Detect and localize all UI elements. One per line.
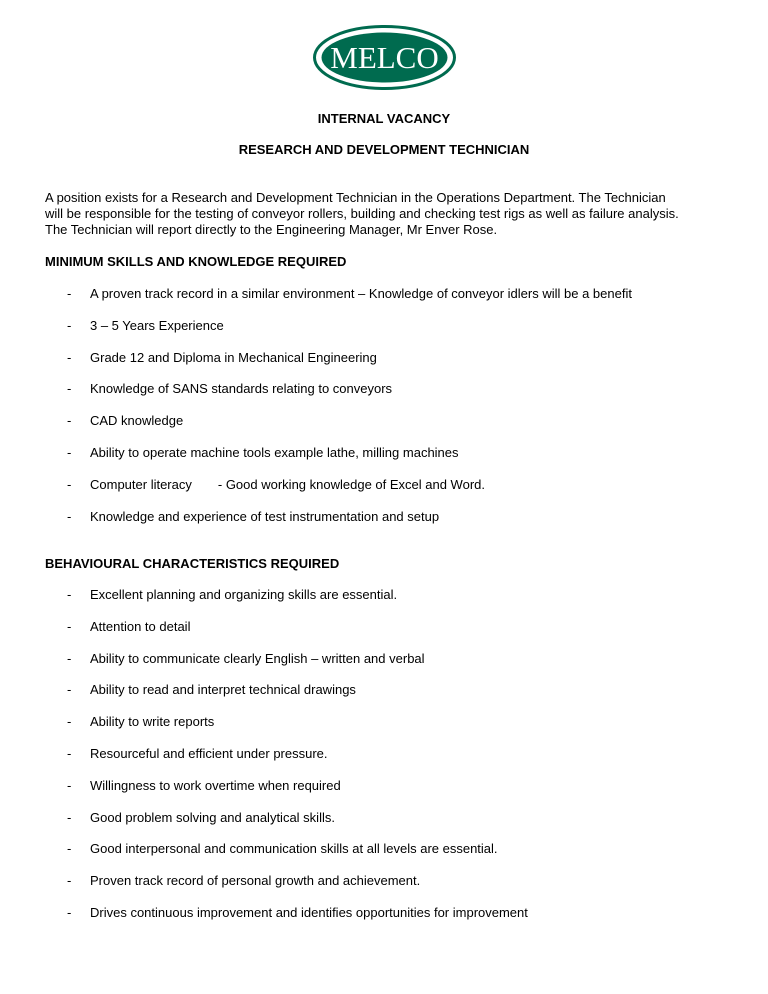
position-title: RESEARCH AND DEVELOPMENT TECHNICIAN: [238, 142, 530, 157]
behaviour-list: [0, 587, 768, 937]
dash-bullet: -: [67, 444, 72, 460]
list-item: [0, 905, 768, 937]
list-item-text: Resourceful and efficient under pressure.: [90, 745, 328, 761]
list-item-text: CAD knowledge: [90, 413, 184, 429]
dash-bullet: -: [67, 476, 72, 492]
dash-bullet: -: [67, 777, 72, 793]
list-item: [0, 810, 768, 842]
list-item-text: Knowledge and experience of test instrumentation and setup: [90, 508, 440, 524]
list-item-text: Knowledge of SANS standards relating to conveyors: [90, 381, 393, 397]
behaviour-heading: BEHAVIOURAL CHARACTERISTICS REQUIRED: [45, 556, 340, 571]
list-item: [0, 619, 768, 651]
dash-bullet: -: [67, 508, 72, 524]
list-item-text: Ability to operate machine tools example lathe, milling machines: [90, 444, 459, 460]
dash-bullet: -: [67, 317, 72, 333]
list-item-text: Grade 12 and Diploma in Mechanical Engineering: [90, 349, 377, 365]
intro-line: The Technician will report directly to the Engineering Manager, Mr Enver Rose.: [45, 222, 498, 237]
dash-bullet: -: [67, 349, 72, 365]
list-item-text: Proven track record of personal growth and achievement.: [90, 873, 421, 889]
intro-line: will be responsible for the testing of conveyor rollers, building and checking test rigs as well as failure analysis.: [45, 206, 679, 221]
list-item: [0, 873, 768, 905]
intro-line: A position exists for a Research and Development Technician in the Operations Department. The Technician: [45, 190, 666, 205]
dash-bullet: -: [67, 618, 72, 634]
dash-bullet: -: [67, 650, 72, 666]
list-item-text: A proven track record in a similar environment – Knowledge of conveyor idlers will be a benefit: [90, 286, 632, 301]
list-item: [0, 509, 768, 541]
dash-bullet: -: [67, 745, 72, 761]
list-item: [0, 651, 768, 683]
logo-text: MELCO: [330, 40, 439, 75]
dash-bullet: -: [67, 413, 72, 429]
dash-bullet: -: [67, 714, 72, 730]
list-item-detail: - Good working knowledge of Excel and Word.: [217, 476, 485, 492]
skills-heading: MINIMUM SKILLS AND KNOWLEDGE REQUIRED: [45, 254, 347, 269]
skills-list: [0, 286, 768, 540]
melco-logo-graphic: [313, 25, 456, 90]
list-item-label: Computer literacy: [90, 476, 192, 492]
list-item-text: Ability to write reports: [90, 714, 215, 730]
list-item: [0, 286, 768, 318]
dash-bullet: -: [67, 809, 72, 825]
list-item: [0, 477, 768, 509]
dash-bullet: -: [67, 904, 72, 920]
dash-bullet: -: [67, 873, 72, 889]
list-item: [0, 381, 768, 413]
list-item-text: Ability to read and interpret technical drawings: [90, 682, 356, 698]
intro-paragraph: [45, 190, 735, 238]
list-item-text: Willingness to work overtime when required: [90, 777, 341, 793]
list-item-text: 3 – 5 Years Experience: [90, 317, 224, 333]
list-item: [0, 778, 768, 810]
list-item: [0, 714, 768, 746]
list-item: [0, 746, 768, 778]
list-item-text: [90, 477, 485, 493]
list-item-text: Excellent planning and organizing skills are essential.: [90, 587, 398, 602]
list-item: [0, 350, 768, 382]
dash-bullet: -: [67, 682, 72, 698]
list-item-text: Good interpersonal and communication skills at all levels are essential.: [90, 841, 498, 857]
list-item-text: Drives continuous improvement and identifies opportunities for improvement: [90, 904, 528, 920]
dash-bullet: -: [67, 587, 72, 602]
list-item: [0, 841, 768, 873]
list-item-text: Good problem solving and analytical skills.: [90, 809, 335, 825]
list-item: [0, 413, 768, 445]
company-logo: [313, 25, 456, 90]
list-item: [0, 682, 768, 714]
dash-bullet: -: [67, 286, 72, 301]
dash-bullet: -: [67, 841, 72, 857]
list-item: [0, 587, 768, 619]
list-item-text: Attention to detail: [90, 618, 191, 634]
list-item: [0, 318, 768, 350]
list-item-text: Ability to communicate clearly English – written and verbal: [90, 650, 425, 666]
dash-bullet: -: [67, 381, 72, 397]
document-title: INTERNAL VACANCY: [317, 111, 451, 126]
list-item: [0, 445, 768, 477]
